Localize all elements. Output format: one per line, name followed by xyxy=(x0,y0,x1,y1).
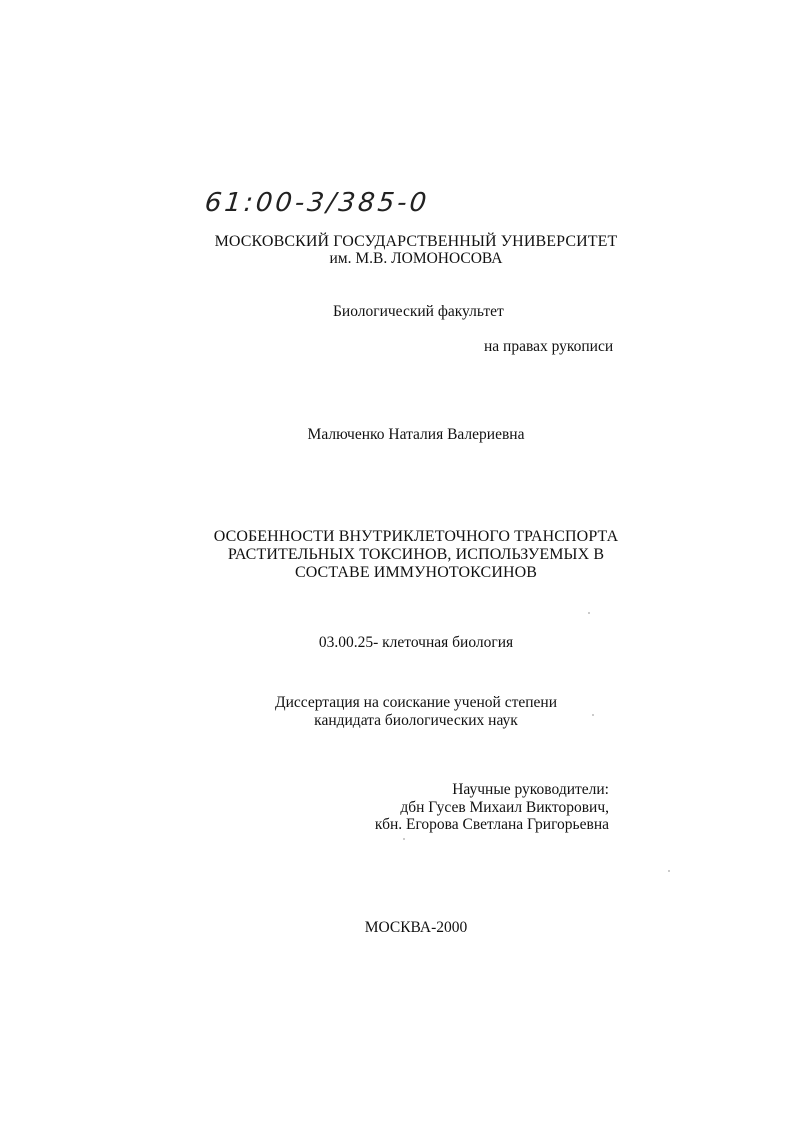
supervisor-second: кбн. Егорова Светлана Григорьевна xyxy=(374,816,609,833)
scan-speck xyxy=(668,870,670,872)
degree-line-1: Диссертация на соискание ученой степени xyxy=(275,694,557,711)
supervisors-block xyxy=(375,781,609,834)
scan-speck xyxy=(592,714,594,716)
degree-line-2: кандидата биологических наук xyxy=(314,712,518,729)
university-named-after: им. М.В. ЛОМОНОСОВА xyxy=(329,250,503,267)
manuscript-note: на правах рукописи xyxy=(484,338,614,355)
supervisor-first: дбн Гусев Михаил Викторович, xyxy=(400,798,609,816)
thesis-title-line-1: ОСОБЕННОСТИ ВНУТРИКЛЕТОЧНОГО ТРАНСПОРТА xyxy=(213,528,619,545)
scan-speck xyxy=(588,612,590,614)
supervisors-heading: Научные руководители: xyxy=(452,781,609,798)
archive-code-handwritten: 61:00-3/385-0 xyxy=(203,188,431,218)
specialty-code: 03.00.25- клеточная биология xyxy=(318,634,514,651)
author-name: Малюченко Наталия Валериевна xyxy=(307,426,525,443)
thesis-title-line-3: СОСТАВЕ ИММУНОТОКСИНОВ xyxy=(294,564,538,581)
place-and-year: МОСКВА-2000 xyxy=(364,919,468,936)
scan-speck xyxy=(403,838,405,840)
faculty: Биологический факультет xyxy=(333,303,504,320)
thesis-title-line-2: РАСТИТЕЛЬНЫХ ТОКСИНОВ, ИСПОЛЬЗУЕМЫХ В xyxy=(227,546,605,563)
university-name: МОСКОВСКИЙ ГОСУДАРСТВЕННЫЙ УНИВЕРСИТЕТ xyxy=(214,233,618,250)
